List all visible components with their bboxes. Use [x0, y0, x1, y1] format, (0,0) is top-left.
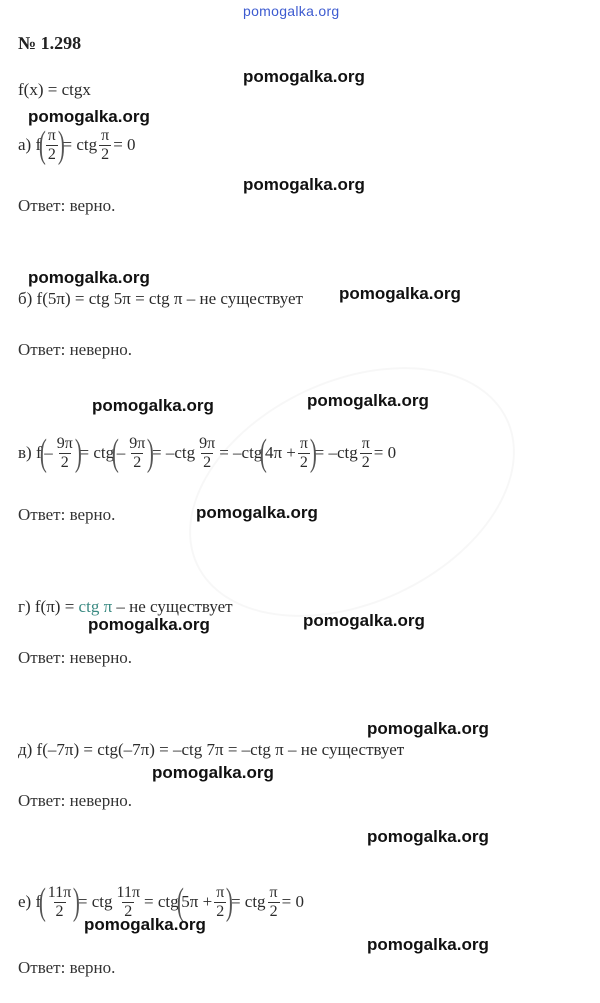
watermark: pomogalka.org	[339, 284, 461, 303]
watermark: pomogalka.org	[84, 915, 206, 934]
item-e-equation: е) f ( $\frac{11\pi}{2}$ ) = ctg $\frac{11\pi}{2}$ = ctg ( 5π + $\frac{\pi}{2}$ ) = ctg $\frac{\pi}{2}$ = 0	[18, 881, 304, 923]
watermark: pomogalka.org	[152, 763, 274, 782]
top-watermark: pomogalka.org	[243, 3, 340, 19]
fraction: $\frac{\pi}{2}$	[216, 883, 225, 920]
watermark: pomogalka.org	[243, 67, 365, 86]
fraction: $\frac{\pi}{2}$	[101, 126, 110, 163]
watermark: pomogalka.org	[367, 935, 489, 954]
watermark: pomogalka.org	[307, 391, 429, 410]
problem-number: № 1.298	[18, 33, 82, 53]
fraction: $\frac{11\pi}{2}$	[47, 883, 72, 920]
function-definition: f(x) = ctgx	[18, 80, 91, 99]
watermark: pomogalka.org	[243, 175, 365, 194]
watermark: pomogalka.org	[196, 503, 318, 522]
watermark: pomogalka.org	[92, 396, 214, 415]
watermark: pomogalka.org	[28, 107, 150, 126]
fraction: $\frac{9\pi}{2}$	[199, 434, 216, 471]
item-v-equation: в) f ( – $\frac{9\pi}{2}$ ) = ctg ( – $\frac{9\pi}{2}$ ) = –ctg $\frac{9\pi}{2}$ = –ctg ( 4π + $\frac{\pi}{2}$ ) = –ctg $\frac{\pi}{2}$ = 0	[18, 432, 397, 474]
fraction: $\frac{\pi}{2}$	[269, 883, 278, 920]
watermark: pomogalka.org	[367, 827, 489, 846]
item-b-equation: б) f(5π) = ctg 5π = ctg π – не существует	[18, 289, 303, 308]
item-a-answer: Ответ: верно.	[18, 196, 116, 215]
fraction: $\frac{\pi}{2}$	[299, 434, 308, 471]
watermark: pomogalka.org	[367, 719, 489, 738]
item-b-answer: Ответ: неверно.	[18, 340, 133, 359]
item-e-answer: Ответ: верно.	[18, 958, 116, 977]
watermark: pomogalka.org	[28, 268, 150, 287]
fraction: $\frac{\pi}{2}$	[361, 434, 370, 471]
fraction: $\frac{9\pi}{2}$	[129, 434, 146, 471]
item-g-equation: г) f(π) = ctg π – не существует	[18, 597, 233, 616]
item-v-answer: Ответ: верно.	[18, 505, 116, 524]
fraction: $\frac{11\pi}{2}$	[116, 883, 141, 920]
item-d-equation: д) f(–7π) = ctg(–7π) = –ctg 7π = –ctg π – не существует	[18, 740, 405, 759]
item-a-equation: а) f ( $\frac{\pi}{2}$ ) = ctg $\frac{\pi}{2}$ = 0	[18, 124, 136, 166]
item-d-answer: Ответ: неверно.	[18, 791, 133, 810]
watermark: pomogalka.org	[88, 615, 210, 634]
fraction: $\frac{9\pi}{2}$	[56, 434, 73, 471]
fraction: $\frac{\pi}{2}$	[47, 126, 56, 163]
item-g-answer: Ответ: неверно.	[18, 648, 133, 667]
watermark: pomogalka.org	[303, 611, 425, 630]
